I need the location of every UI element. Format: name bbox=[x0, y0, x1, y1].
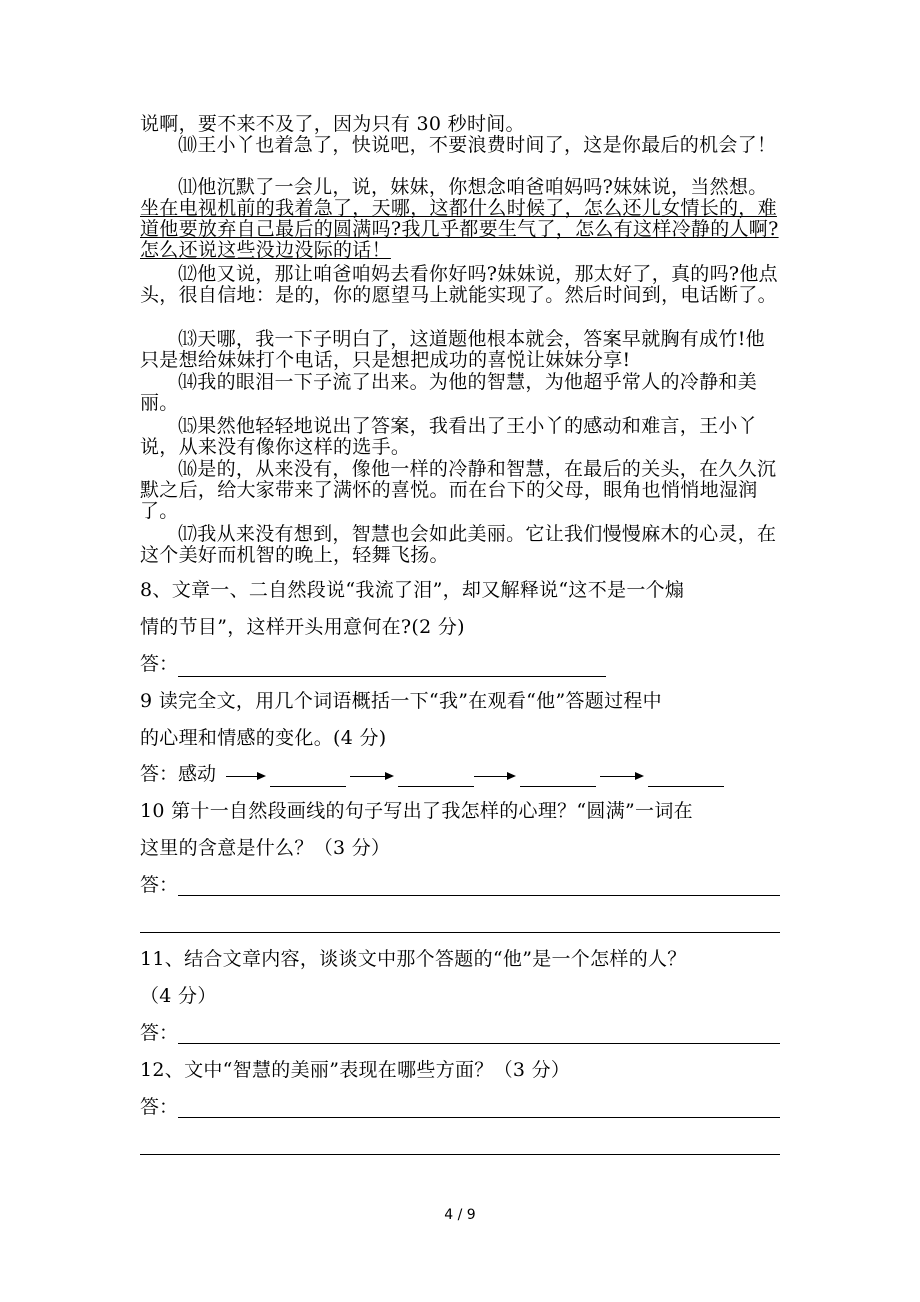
answer-8-line[interactable] bbox=[178, 676, 606, 677]
arrow-icon bbox=[474, 776, 514, 777]
question-10-line1: 10 第十一自然段画线的句子写出了我怎样的心理？“圆满”一词在 bbox=[140, 800, 693, 822]
question-11-line1: 11、结合文章内容，谈谈文中那个答题的“他”是一个怎样的人？ bbox=[140, 948, 687, 970]
answer-11-label: 答： bbox=[140, 1022, 179, 1044]
question-9-line1: 9 读完全文，用几个词语概括一下“我”在观看“他”答题过程中 bbox=[140, 690, 662, 712]
paragraph-10: ⑽王小丫也着急了，快说吧，不要浪费时间了，这是你最后的机会了！ bbox=[178, 134, 777, 156]
arrow-icon bbox=[600, 776, 642, 777]
answer-9-label bbox=[140, 764, 216, 785]
answer-9-blank-1[interactable] bbox=[270, 786, 346, 787]
answer-11-line[interactable] bbox=[178, 1043, 780, 1044]
paragraph-17: ⒄我从来没有想到，智慧也会如此美丽。它让我们慢慢麻木的心灵，在这个美好而机智的晚上，轻舞飞扬。 bbox=[140, 523, 777, 566]
answer-9-blank-2[interactable] bbox=[398, 786, 474, 787]
paragraph-13: ⒀天哪，我一下子明白了，这道题他根本就会，答案早就胸有成竹!他只是想给妹妹打个电话，只是想把成功的喜悦让妹妹分享! bbox=[140, 328, 765, 371]
answer-9-blank-3[interactable] bbox=[520, 786, 596, 787]
question-8-line2: 情的节目”，这样开头用意何在?(2 分) bbox=[140, 616, 465, 638]
question-8-line1: 8、文章一、二自然段说“我流了泪”，却又解释说“这不是一个煽 bbox=[140, 579, 685, 601]
arrow-icon bbox=[226, 776, 264, 777]
answer-8-label: 答： bbox=[140, 653, 179, 675]
paragraph-15: ⒂果然他轻轻地说出了答案，我看出了王小丫的感动和难言，王小丫说，从来没有像你这样的选手。 bbox=[140, 415, 758, 458]
answer-12-label: 答： bbox=[140, 1096, 179, 1118]
answer-10-line-2[interactable] bbox=[140, 932, 780, 933]
answer-12-line-2[interactable] bbox=[140, 1154, 780, 1155]
paragraph-11-text: ⑾他沉默了一会儿，说，妹妹，你想念咱爸咱妈吗?妹妹说，当然想。 bbox=[178, 176, 768, 198]
underlined-sentence: 坐在电视机前的我着急了，天哪，这都什么时候了，怎么还儿女情长的，难道他要放弃自己最后的圆满吗?我几乎都要生气了，怎么有这样冷静的人啊?怎么还说这些没边没际的话！ bbox=[140, 197, 779, 261]
page-number: 4 / 9 bbox=[444, 1207, 476, 1223]
question-9-line2: 的心理和情感的变化。(4 分) bbox=[140, 727, 387, 749]
answer-12-line-1[interactable] bbox=[178, 1117, 780, 1118]
question-12-line1: 12、文中“智慧的美丽”表现在哪些方面？（3 分） bbox=[140, 1059, 571, 1081]
paragraph-16: ⒃是的，从来没有，像他一样的冷静和智慧，在最后的关头，在久久沉默之后，给大家带来了满怀的喜悦。而在台下的父母，眼角也悄悄地湿润了。 bbox=[140, 458, 777, 522]
arrow-icon bbox=[350, 776, 392, 777]
question-11-line2: （4 分） bbox=[140, 985, 217, 1007]
answer-10-line-1[interactable] bbox=[178, 895, 780, 896]
paragraph-12: ⑿他又说，那让咱爸咱妈去看你好吗?妹妹说，那太好了，真的吗?他点头，很自信地：是的，你的愿望马上就能实现了。然后时间到，电话断了。 bbox=[140, 263, 778, 306]
answer-10-label: 答： bbox=[140, 874, 179, 896]
paragraph-14: ⒁我的眼泪一下子流了出来。为他的智慧，为他超乎常人的冷静和美丽。 bbox=[140, 371, 758, 414]
answer-label: 答： bbox=[140, 763, 179, 785]
paragraph-11 bbox=[140, 177, 780, 261]
answer-9-blank-4[interactable] bbox=[648, 786, 724, 787]
answer-9-start-word: 感动 bbox=[178, 763, 217, 785]
paragraph-9-end: 说啊，要不来不及了，因为只有 30 秒时间。 bbox=[140, 113, 525, 135]
question-10-line2: 这里的含意是什么？（3 分） bbox=[140, 837, 391, 859]
